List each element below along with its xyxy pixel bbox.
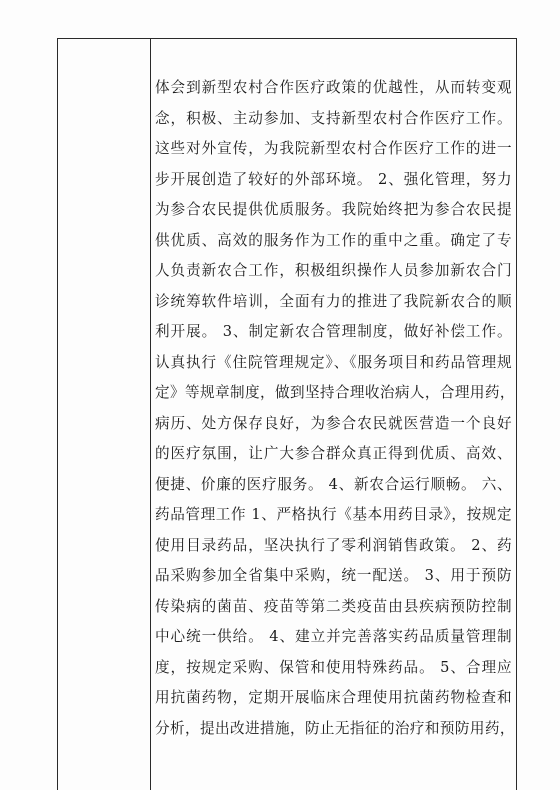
text-line: 用抗菌药物，定期开展临床合理使用抗菌药物检查和	[155, 689, 512, 706]
text-line: 供优质、高效的服务作为工作的重中之重。确定了专	[155, 231, 512, 249]
text-line: 使用目录药品，坚决执行了零利润销售政策。 2、药	[155, 536, 512, 554]
form-table	[57, 38, 517, 790]
text-line: 为参合农民提供优质服务。我院始终把为参合农民提	[155, 201, 512, 218]
text-line: 这些对外宣传，为我院新型农村合作医疗工作的进一	[155, 140, 512, 157]
table-label-column	[58, 39, 151, 790]
text-line: 认真执行《住院管理规定》、《服务项目和药品管理规	[155, 353, 512, 371]
text-line: 度，按规定采购、保管和使用特殊药品。 5、合理应	[155, 658, 512, 676]
text-line: 念，积极、主动参加、支持新型农村合作医疗工作。	[155, 109, 512, 127]
text-line: 定》等规章制度，做到坚持合理收治病人，合理用药，	[155, 384, 515, 401]
text-line: 传染病的菌苗、疫苗等第二类疫苗由县疾病预防控制	[155, 597, 512, 615]
text-line: 体会到新型农村合作医疗政策的优越性，从而转变观	[155, 79, 512, 96]
text-line: 人负责新农合工作，积极组织操作人员参加新农合门	[155, 262, 512, 279]
text-line: 利开展。 3、制定新农合管理制度，做好补偿工作。	[155, 323, 512, 340]
text-line: 病历、处方保存良好，为参合农民就医营造一个良好	[155, 414, 512, 432]
text-line: 的医疗氛围，让广大参合群众真正得到优质、高效、	[155, 445, 512, 462]
text-line: 诊统筹软件培训，全面有力的推进了我院新农合的顺	[155, 292, 512, 310]
text-line: 步开展创造了较好的外部环境。 2、强化管理，努力	[155, 170, 512, 188]
text-line: 品采购参加全省集中采购，统一配送。 3、用于预防	[155, 567, 512, 584]
text-line: 便捷、价廉的医疗服务。 4、新农合运行顺畅。 六、	[155, 475, 512, 493]
text-line: 分析，提出改进措施，防止无指征的治疗和预防用药，	[155, 719, 515, 737]
text-line: 药品管理工作 1、严格执行《基本用药目录》，按规定	[155, 506, 512, 523]
body-text	[155, 73, 515, 744]
text-line: 中心统一供给。 4、建立并完善落实药品质量管理制	[155, 628, 512, 645]
